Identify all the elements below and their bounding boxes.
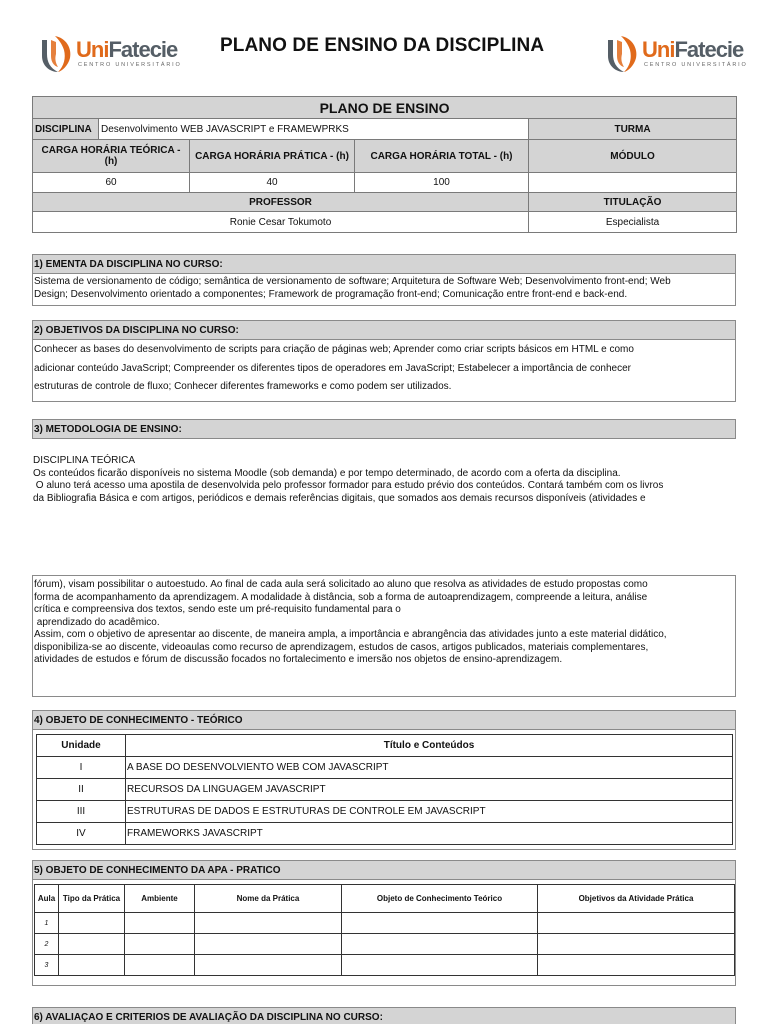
ch-total-value: 100 [355,173,529,193]
metodologia-heading: 3) METODOLOGIA DE ENSINO: [32,419,736,439]
table-row [35,955,735,976]
titulo-cell: ESTRUTURAS DE DADOS E ESTRUTURAS DE CONTROLE EM JAVASCRIPT [126,801,733,823]
metodologia-body [32,439,736,509]
table-header-row [37,735,733,757]
col-titulo-header: Título e Conteúdos [126,735,733,757]
logo-brand-text: UniFatecie [76,37,178,62]
table-cell [538,934,735,955]
teorico-table [36,734,733,845]
ch-teorica-label: CARGA HORÁRIA TEÓRICA - (h) [33,140,190,173]
table-cell [195,913,342,934]
unifatecie-mark-icon [36,34,76,74]
teorico-heading: 4) OBJETO DE CONHECIMENTO - TEÓRICO [32,710,736,730]
table-cell [59,955,125,976]
titulo-cell: RECURSOS DA LINGUAGEM JAVASCRIPT [126,779,733,801]
unifatecie-logo-right [602,32,748,76]
unifatecie-mark-icon [602,34,642,74]
unidade-cell: I [37,757,126,779]
metodologia-line: DISCIPLINA TEÓRICA [33,455,136,466]
aula-number: 3 [35,955,59,976]
col-unidade-header: Unidade [37,735,126,757]
unidade-cell: IV [37,823,126,845]
metodologia-line: crítica e compreensiva dos textos, sendo este um pré-requisito fundamental para o [34,604,401,615]
col-objeto-header: Objeto de Conhecimento Teórico [342,885,538,913]
metodologia-line: Assim, com o objetivo de apresentar ao discente, de maneira ampla, a importância e abrangência das atividades junto a este material didático, [34,629,667,640]
metodologia-line: disponibiliza-se ao discente, videoaulas como recurso de aprendizagem, estudos de casos, artigos publicados, materiais complementares, [34,641,649,653]
metodologia-line: fórum), visam possibilitar o autoestudo. Ao final de cada aula será solicitado ao aluno que resolva as atividades de estudo propostas como [34,579,648,590]
logo-subtitle: CENTRO UNIVERSITÁRIO [78,62,182,68]
table-cell [125,913,195,934]
unidade-cell: III [37,801,126,823]
table-row [35,913,735,934]
table-cell [538,955,735,976]
table-row [37,757,733,779]
document-title: PLANO DE ENSINO DA DISCIPLINA [220,35,545,56]
teorico-body [32,730,736,850]
table-cell [342,913,538,934]
modulo-label: MÓDULO [529,140,737,173]
metodologia-continuation [32,575,736,697]
col-ambiente-header: Ambiente [125,885,195,913]
objetivos-line: Conhecer as bases do desenvolvimento de scripts para criação de páginas web; Aprender como criar scripts básicos em HTML e como [34,344,634,355]
aula-number: 1 [35,913,59,934]
table-cell [342,955,538,976]
col-tipo-header: Tipo da Prática [59,885,125,913]
plano-de-ensino-table [32,96,737,233]
table-header-row [35,885,735,913]
titulo-cell: FRAMEWORKS JAVASCRIPT [126,823,733,845]
ch-teorica-value: 60 [33,173,190,193]
disciplina-value: Desenvolvimento WEB JAVASCRIPT e FRAMEWPRKS [99,119,529,140]
plano-title: PLANO DE ENSINO [33,97,737,119]
objetivos-line: adicionar conteúdo JavaScript; Compreender os diferentes tipos de operadores em JavaScript; Estabelecer a importância de conhecer [34,362,631,374]
table-row [35,934,735,955]
table-row [37,801,733,823]
turma-label: TURMA [529,119,737,140]
unidade-cell: II [37,779,126,801]
table-cell [59,913,125,934]
objetivos-heading: 2) OBJETIVOS DA DISCIPLINA NO CURSO: [32,320,736,340]
ch-pratica-value: 40 [190,173,355,193]
document-header [0,0,768,90]
ementa-line: Sistema de versionamento de código; semântica de versionamento de software; Arquitetura de Software Web; Desenvolvimento front-end; Web [34,276,671,287]
table-cell [125,934,195,955]
metodologia-line: O aluno terá acesso uma apostila de desenvolvida pelo professor formador para estudo prévio dos conteúdos. Contará também com os livros [33,480,664,491]
metodologia-line: da Bibliografia Básica e com artigos, periódicos e demais referências digitais, que somados aos demais recursos disponíveis (atividades e [33,492,646,504]
table-cell [538,913,735,934]
aula-number: 2 [35,934,59,955]
col-nome-header: Nome da Prática [195,885,342,913]
objetivos-body [32,340,736,402]
titulacao-label: TITULAÇÃO [529,193,737,212]
avaliacao-heading: 6) AVALIAÇAO E CRITERIOS DE AVALIAÇÃO DA DISCIPLINA NO CURSO: [32,1007,736,1024]
table-cell [195,934,342,955]
table-cell [195,955,342,976]
table-cell [59,934,125,955]
objetivos-line: estruturas de controle de fluxo; Conhecer diferentes frameworks e como podem ser utilizados. [34,381,452,392]
unifatecie-logo-left [36,32,182,76]
ementa-line: Design; Desenvolvimento orientado a componentes; Framework de programação front-end; Comunicação entre front-end e back-end. [34,288,628,300]
ementa-body [32,274,736,306]
metodologia-line: atividades de estudos e fórum de discussão focados no fortalecimento e imersão nos objetos de ensino-aprendizagem. [34,654,563,665]
professor-value: Ronie Cesar Tokumoto [33,212,529,233]
ementa-heading: 1) EMENTA DA DISCIPLINA NO CURSO: [32,254,736,274]
titulacao-value: Especialista [529,212,737,233]
apa-table [34,884,735,976]
disciplina-label: DISCIPLINA [33,119,99,140]
titulo-cell: A BASE DO DESENVOLVIENTO WEB COM JAVASCRIPT [126,757,733,779]
ch-pratica-label: CARGA HORÁRIA PRÁTICA - (h) [190,140,355,173]
metodologia-line: forma de acompanhamento da aprendizagem. A modalidade à distância, sob a forma de autoaprendizagem, compreende a leitura, análise [34,591,648,603]
metodologia-line: aprendizado do acadêmico. [34,616,160,628]
table-row [37,823,733,845]
table-cell [342,934,538,955]
col-objetivos-header: Objetivos da Atividade Prática [538,885,735,913]
ch-total-label: CARGA HORÁRIA TOTAL - (h) [355,140,529,173]
modulo-value [529,173,737,193]
col-aula-header: Aula [35,885,59,913]
table-cell [125,955,195,976]
logo-subtitle: CENTRO UNIVERSITÁRIO [644,62,748,68]
apa-body [32,880,736,986]
logo-brand-text: UniFatecie [642,37,744,62]
professor-label: PROFESSOR [33,193,529,212]
apa-heading: 5) OBJETO DE CONHECIMENTO DA APA - PRATICO [32,860,736,880]
table-row [37,779,733,801]
metodologia-line: Os conteúdos ficarão disponíveis no sistema Moodle (sob demanda) e por tempo determinado, de acordo com a oferta da disciplina. [33,467,621,479]
